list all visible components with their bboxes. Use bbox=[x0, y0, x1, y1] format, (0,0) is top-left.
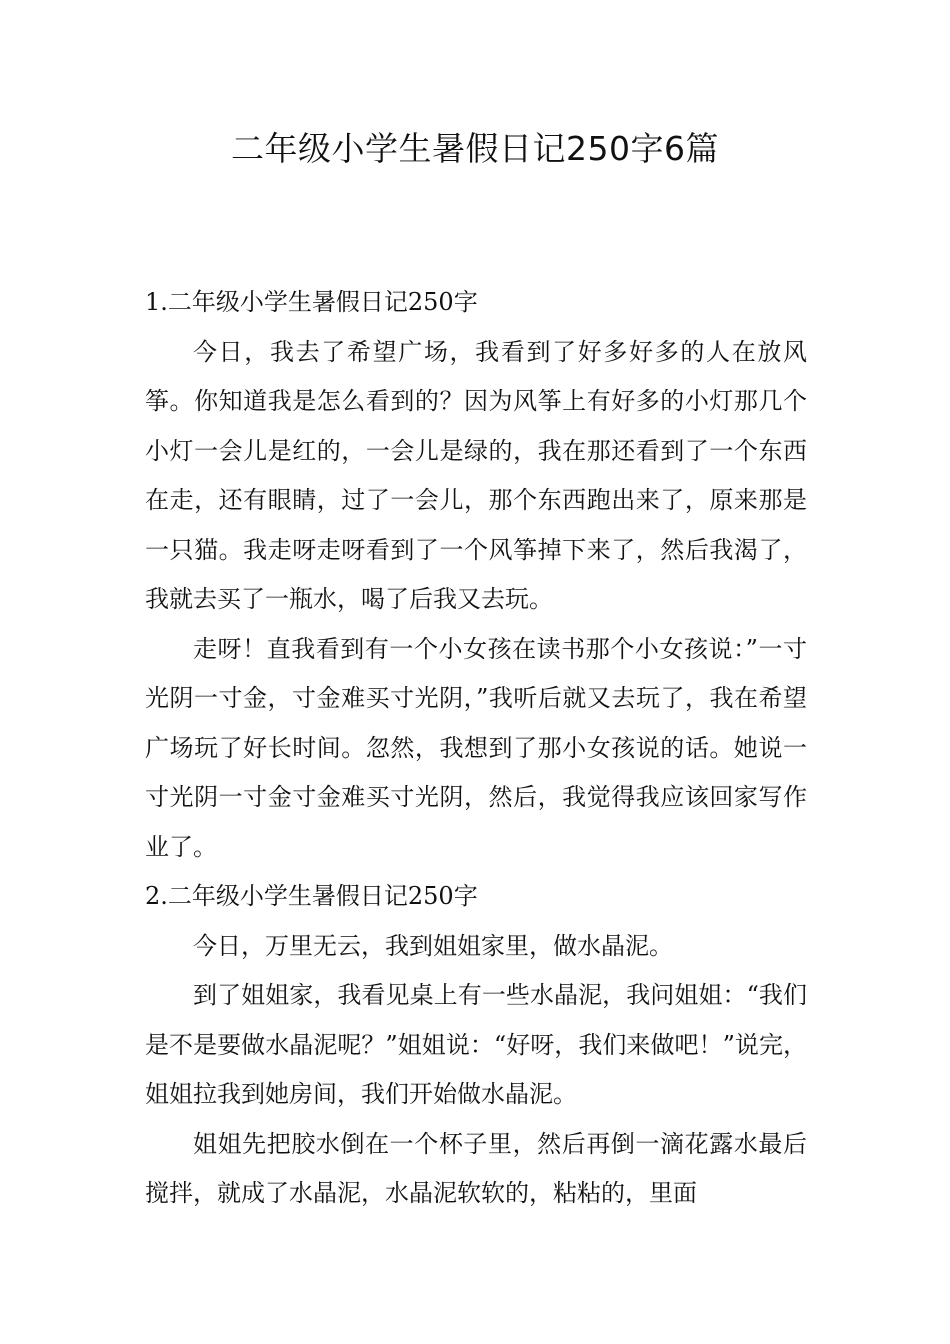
section-1-paragraph-1: 今日，我去了希望广场，我看到了好多好多的人在放风筝。你知道我是怎么看到的？因为风筝上有好多的小灯那几个小灯一会儿是红的，一会儿是绿的，我在那还看到了一个东西在走，还有眼睛，过了一会儿，那个东西跑出来了，原来那是一只猫。我走呀走呀看到了一个风筝掉下来了，然后我渴了，我就去买了一瓶水，喝了后我又去玩。 bbox=[145, 337, 807, 613]
document-body bbox=[145, 278, 807, 1219]
section-2-heading: 2.二年级小学生暑假日记250字 bbox=[145, 882, 478, 910]
section-2-paragraph-1: 今日，万里无云，我到姐姐家里，做水晶泥。 bbox=[193, 931, 673, 960]
section-2-paragraph-2: 到了姐姐家，我看见桌上有一些水晶泥，我问姐姐：“我们是不是要做水晶泥呢？”姐姐说：“好呀，我们来做吧！”说完，姐姐拉我到她房间，我们开始做水晶泥。 bbox=[145, 981, 807, 1108]
section-1-heading: 1.二年级小学生暑假日记250字 bbox=[145, 288, 478, 316]
document-title: 二年级小学生暑假日记250字6篇 bbox=[231, 129, 719, 168]
section-2-paragraph-3: 姐姐先把胶水倒在一个杯子里，然后再倒一滴花露水最后搅拌，就成了水晶泥，水晶泥软软的，粘粘的，里面 bbox=[145, 1129, 807, 1207]
section-1-paragraph-2: 走呀！直我看到有一个小女孩在读书那个小女孩说：”一寸光阴一寸金，寸金难买寸光阴，”我听后就又去玩了，我在希望广场玩了好长时间。忽然，我想到了那小女孩说的话。她说一寸光阴一寸金寸金难买寸光阴，然后，我觉得我应该回家写作业了。 bbox=[145, 634, 807, 861]
